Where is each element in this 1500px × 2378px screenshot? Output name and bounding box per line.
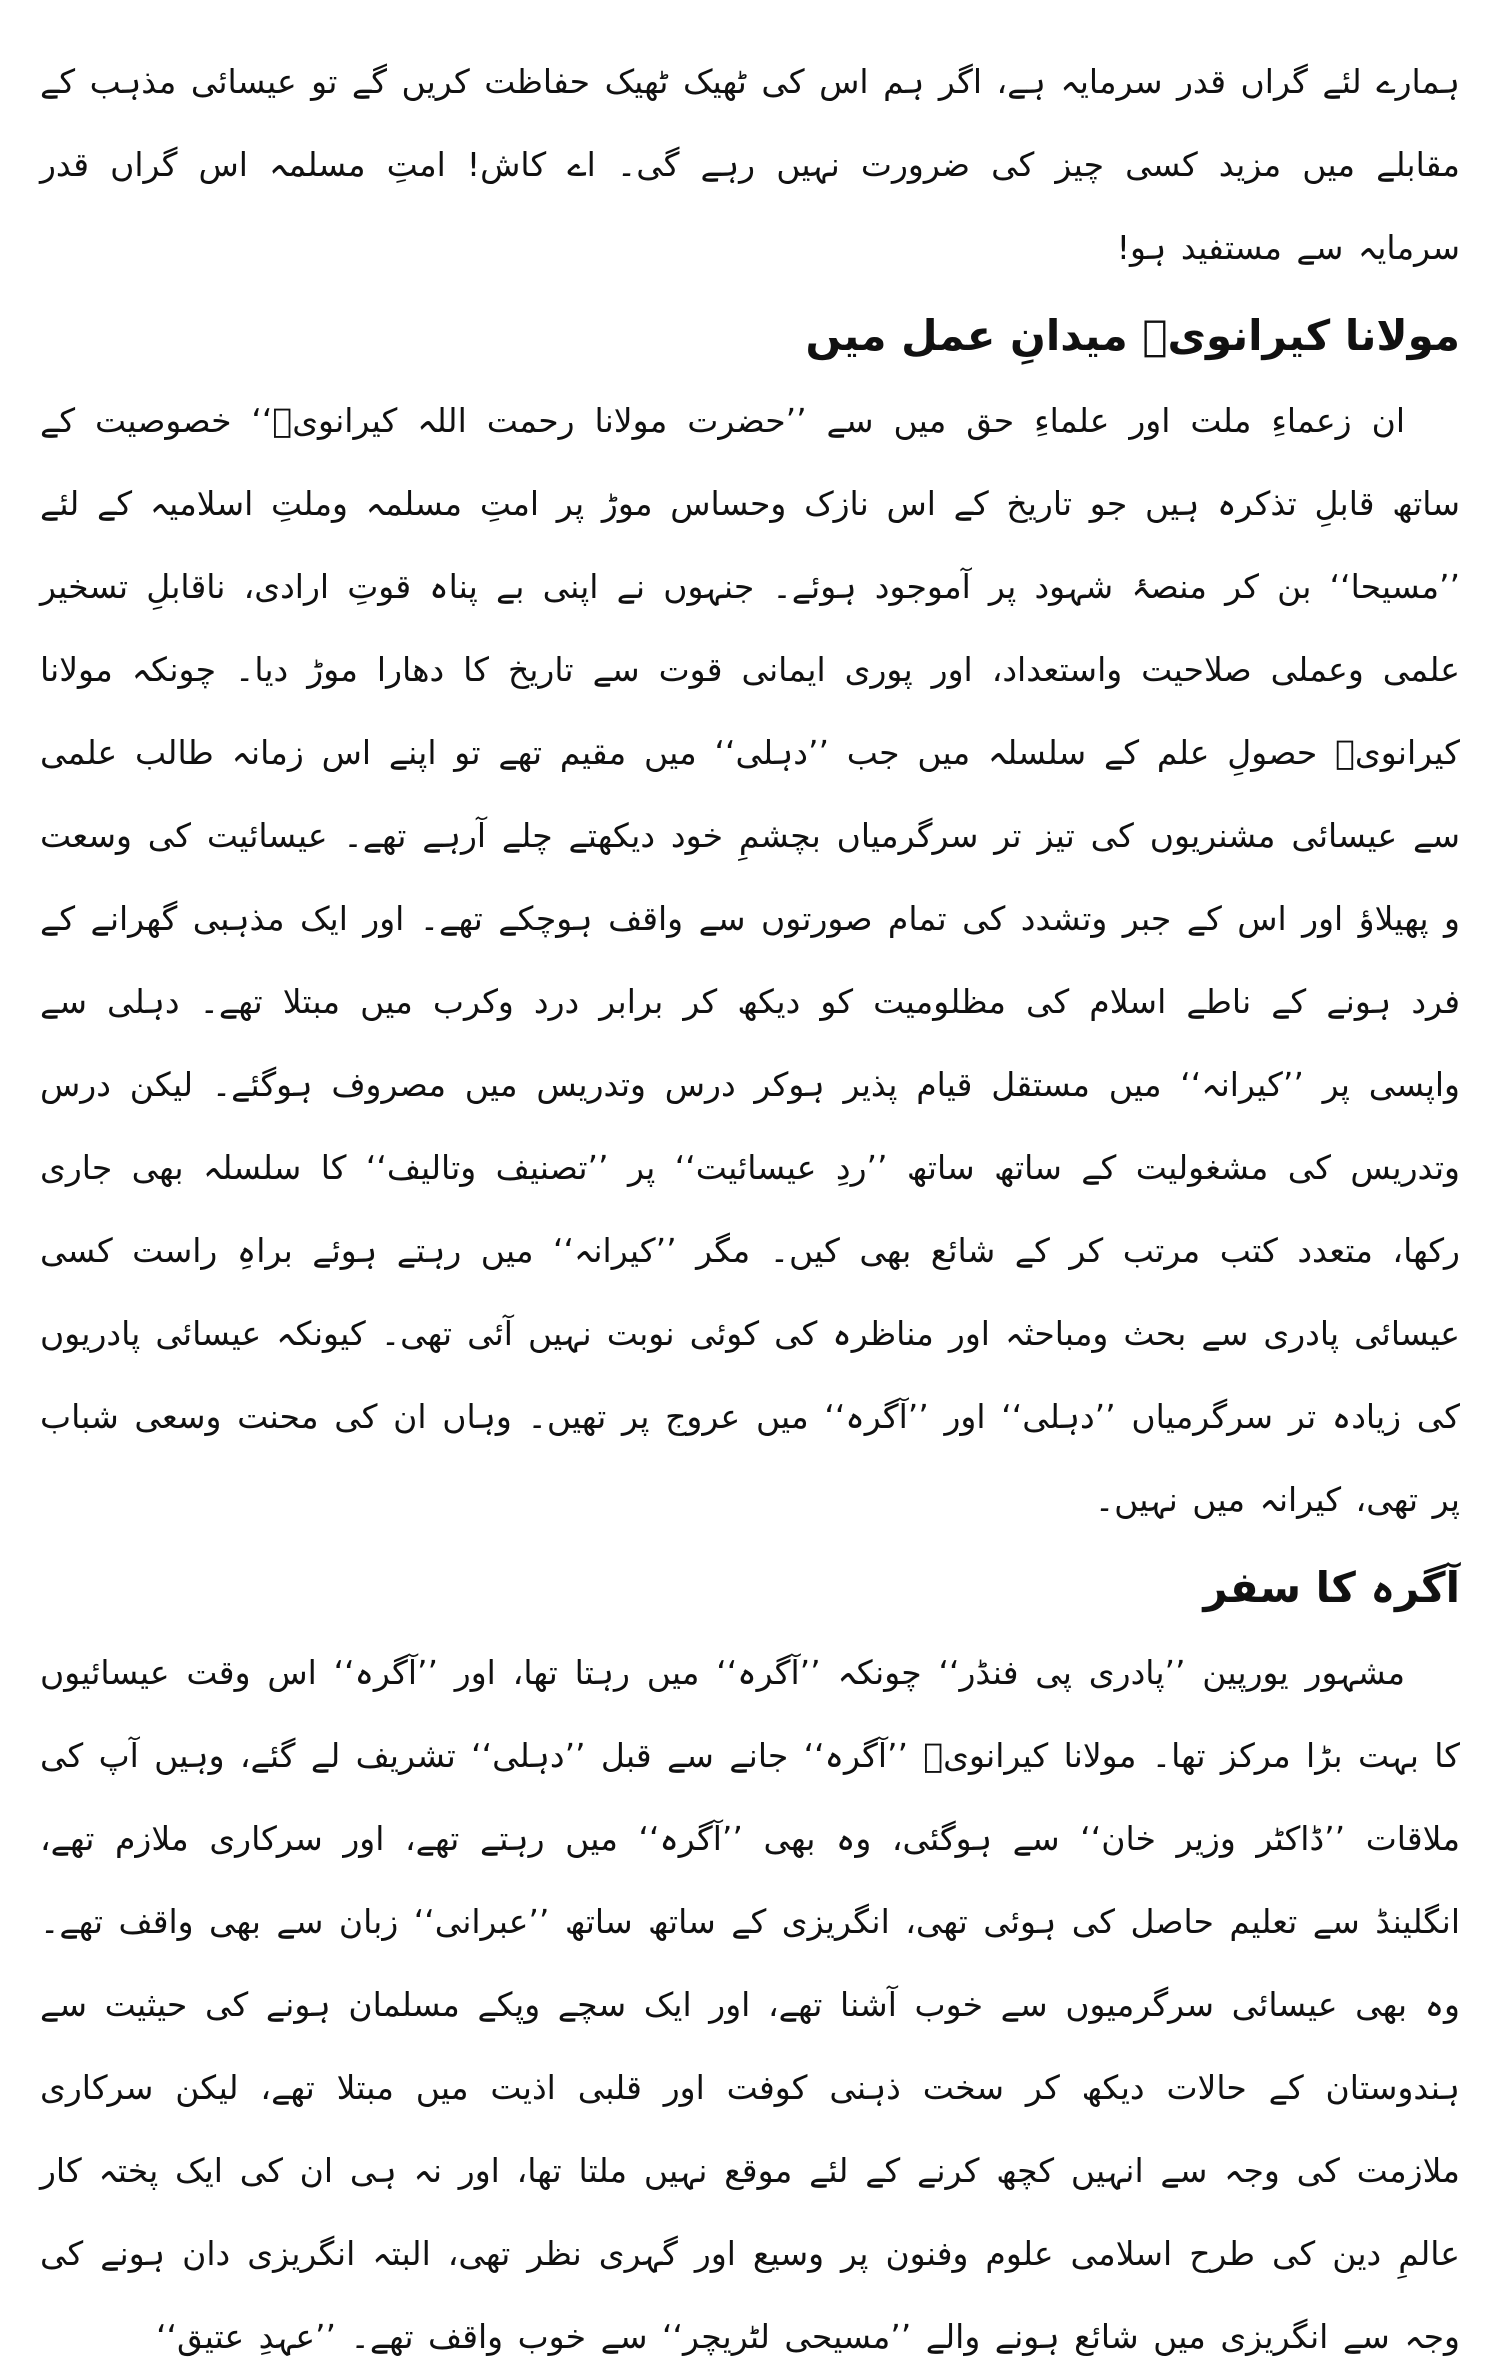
paragraph-agra-journey: مشہور یورپین ’’پادری پی فنڈر‘‘ چونکہ ’’آگرہ‘‘ میں رہتا تھا، اور ’’آگرہ‘‘ اس وقت عیسائیوں کا بہت بڑا مرکز تھا۔ مولانا کیرانویؒ ’’آگرہ‘‘ جانے سے قبل ’’دہلی‘‘ تشریف لے گئے، وہیں آپ کی ملاقات ’’ڈاکٹر وزیر خان‘‘ سے ہوگئی، وہ بھی ’’آگرہ‘‘ میں رہتے تھے، اور سرکاری ملازم تھے، انگلینڈ سے تعلیم حاصل کی ہوئی تھی، انگریزی کے ساتھ ساتھ ’’عبرانی‘‘ زبان سے بھی واقف تھے۔ وہ بھی عیسائی سرگرمیوں سے خوب آشنا تھے، اور ایک سچے وپکے مسلمان ہونے کی حیثیت سے ہندوستان کے حالات دیکھ کر سخت ذہنی کوفت اور قلبی اذیت میں مبتلا تھے، لیکن سرکاری ملازمت کی وجہ سے انہیں کچھ کرنے کے لئے موقع نہیں ملتا تھا، اور نہ ہی ان کی ایک پختہ کار عالمِ دین کی طرح اسلامی علوم وفنون پر وسیع اور گہری نظر تھی، البتہ انگریزی دان ہونے کی وجہ سے انگریزی میں شائع ہونے والے ’’مسیحی لٹریچر‘‘ سے خوب واقف تھے۔ ’’عہدِ عتیق‘‘ (40, 1653, 1460, 2356)
document-page (40, 40, 1461, 2356)
paragraph-kairanvi-biography: ان زعماءِ ملت اور علماءِ حق میں سے ’’حضرت مولانا رحمت اللہ کیرانویؒ‘‘ خصوصیت کے ساتھ قابلِ تذکرہ ہیں جو تاریخ کے اس نازک وحساس موڑ پر امتِ مسلمہ وملتِ اسلامیہ کے لئے ’’مسیحا‘‘ بن کر منصۂ شہود پر آموجود ہوئے۔ جنہوں نے اپنی بے پناہ قوتِ ارادی، ناقابلِ تسخیر علمی وعملی صلاحیت واستعداد، اور پوری ایمانی قوت سے تاریخ کا دھارا موڑ دیا۔ چونکہ مولانا کیرانویؒ حصولِ علم کے سلسلہ میں جب ’’دہلی‘‘ میں مقیم تھے تو اپنے اس زمانہ طالب علمی سے عیسائی مشنریوں کی تیز تر سرگرمیاں بچشمِ خود دیکھتے چلے آرہے تھے۔ عیسائیت کی وسعت و پھیلاؤ اور اس کے جبر وتشدد کی تمام صورتوں سے واقف ہوچکے تھے۔ اور ایک مذہبی گھرانے کے فرد ہونے کے ناطے اسلام کی مظلومیت کو دیکھ کر برابر درد وکرب میں مبتلا تھے۔ دہلی سے واپسی پر ’’کیرانہ‘‘ میں مستقل قیام پذیر ہوکر درس وتدریس میں مصروف ہوگئے۔ لیکن درس وتدریس کی مشغولیت کے ساتھ ساتھ ’’ردِ عیسائیت‘‘ پر ’’تصنیف وتالیف‘‘ کا سلسلہ بھی جاری رکھا، متعدد کتب مرتب کر کے شائع بھی کیں۔ مگر ’’کیرانہ‘‘ میں رہتے ہوئے براہِ راست کسی عیسائی پادری سے بحث ومباحثہ اور مناظرہ کی کوئی نوبت نہیں آئی تھی۔ کیونکہ عیسائی پادریوں کی زیادہ تر سرگرمیاں ’’دہلی‘‘ اور ’’آگرہ‘‘ میں عروج پر تھیں۔ وہاں ان کی محنت وسعی شباب پر تھی، کیرانہ میں نہیں۔ (40, 401, 1461, 1519)
section-heading-field-work: مولانا کیرانویؒ میدانِ عمل میں (805, 311, 1460, 360)
section-heading-agra-journey: آگرہ کا سفر (1203, 1563, 1460, 1612)
paragraph-intro: ہمارے لئے گراں قدر سرمایہ ہے، اگر ہم اس کی ٹھیک ٹھیک حفاظت کریں گے تو عیسائی مذہب کے مقابلے میں مزید کسی چیز کی ضرورت نہیں رہے گی۔ اے کاش! امتِ مسلمہ اس گراں قدر سرمایہ سے مستفید ہو! (40, 62, 1460, 267)
